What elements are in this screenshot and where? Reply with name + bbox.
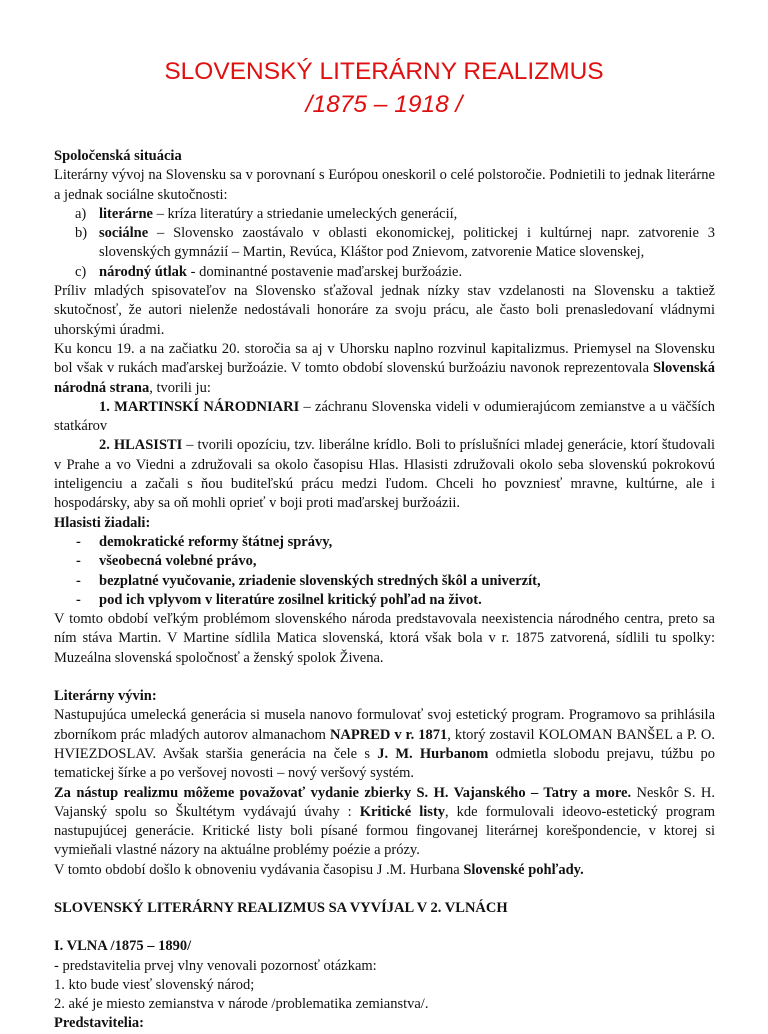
list-marker: - bbox=[76, 591, 81, 608]
text-run: , ktorý zostavil KOLOMAN BANŠEL a P. O. HVIEZDOSLAV. Avšak staršia generácia na čele s bbox=[54, 726, 715, 762]
list-item bbox=[54, 263, 715, 282]
list-item bbox=[54, 552, 715, 571]
list-item-text: bezplatné vyučovanie, zriadenie slovenských stredných škôl a univerzít, bbox=[99, 572, 541, 589]
list-item-term: národný útlak bbox=[99, 263, 187, 280]
spacer bbox=[54, 880, 715, 899]
section-heading-development: Literárny vývin: bbox=[54, 688, 157, 705]
list-item-text: pod ich vplyvom v literatúre zosilnel kritický pohľad na život. bbox=[99, 591, 482, 608]
list-item bbox=[54, 572, 715, 591]
text-run: – tvorili opozíciu, tzv. liberálne krídlo. Boli to príslušníci mladej generácie, ktorí študovali v Prahe a vo Viedni a združovali sa okolo časopisu Hlas. Hlasisti združovali okolo seba slovenskú pokrokovú inteligenciu a začali s ňou buditeľskú prácu medzi ľudom. Chceli ho povzniesť mravne, kultúrne, ale i hospodársky, aby sa oň mohli oprieť v boji proti maďarskej buržoázii. bbox=[54, 437, 715, 512]
text-run-bold: Slovenská národná strana bbox=[54, 360, 715, 396]
text-run: odmietla slobodu prejavu, túžbu po tematickej šírke a po veršovej novosti – nový veršový systém. bbox=[54, 745, 715, 782]
section-heading-social: Spoločenská situácia bbox=[54, 148, 182, 164]
paragraph bbox=[54, 861, 715, 880]
text-run-bold: Slovenské pohľady. bbox=[463, 861, 584, 878]
text-run-bold: Za nástup realizmu môžeme považovať vydanie zbierky S. H. Vajanského – Tatry a more. bbox=[54, 784, 632, 801]
list-item-term: sociálne bbox=[99, 225, 149, 242]
list-item bbox=[54, 591, 715, 610]
section-heading-waves: SLOVENSKÝ LITERÁRNY REALIZMUS SA VYVÍJAL V 2. VLNÁCH bbox=[54, 899, 508, 916]
paragraph: Príliv mladých spisovateľov na Slovensko sťažoval jednak nízky stav vzdelanosti na Slovensku a taktiež skutočnosť, že autori nielenže nedostávali honoráre za svoju prácu, ale často boli prenasledovaní vládnymi uhorskými úradmi. bbox=[54, 283, 715, 338]
list-marker: a) bbox=[75, 205, 87, 222]
text-run: V tomto období došlo k obnoveniu vydávania časopisu J .M. Hurbana bbox=[54, 861, 464, 878]
paragraph-group-1 bbox=[54, 398, 715, 437]
group-name: 2. HLASISTI bbox=[99, 437, 183, 454]
document-subtitle-years: /1875 – 1918 / bbox=[305, 91, 463, 118]
list-item-text: – Slovensko zaostávalo v oblasti ekonomickej, politickej i kultúrnej napr. zatvorenie 3 slovenských gymnázií – Martin, Revúca, Kláštor pod Znievom, zatvorenie Matice slovenskej, bbox=[99, 225, 715, 261]
list-item-text: - dominantné postavenie maďarskej buržoázie. bbox=[186, 263, 463, 280]
paragraph bbox=[54, 706, 715, 783]
spacer bbox=[54, 668, 715, 687]
cause-list bbox=[54, 205, 715, 282]
demands-list bbox=[54, 533, 715, 610]
paragraph: V tomto období veľkým problémom slovenského národa predstavovala neexistencia národného centra, preto sa ním stáva Martin. V Martine sídlila Matica slovenská, ktorá však bola v r. 1875 zatvorená, sídlili tu spolky: Muzeálna slovenská spoločnosť a ženský spolok Živena. bbox=[54, 611, 715, 666]
representatives-heading: Predstavitelia: bbox=[54, 1015, 144, 1032]
demands-heading: Hlasisti žiadali: bbox=[54, 514, 151, 531]
text-run: Neskôr S. H. Vajanský spolu so Škultétym vydávajú úvahy : bbox=[54, 784, 715, 820]
wave-1-heading: I. VLNA /1875 – 1890/ bbox=[54, 938, 192, 955]
text-run-bold: J. M. Hurbanom bbox=[377, 745, 489, 762]
document-body bbox=[54, 147, 715, 1034]
spacer bbox=[54, 918, 715, 937]
group-name: 1. MARTINSKÍ NÁRODNIARI bbox=[99, 398, 300, 415]
text-run: Ku koncu 19. a na začiatku 20. storočia sa aj v Uhorsku naplno rozvinul kapitalizmus. Priemysel na Slovensku bol však v rukách maďarskej buržoázie. V tomto období slovenskú buržoáziu navonok reprezentovala bbox=[54, 340, 715, 377]
list-marker: - bbox=[76, 553, 81, 570]
list-item bbox=[54, 205, 715, 224]
text-run-bold: Kritické listy bbox=[359, 803, 446, 820]
list-marker: b) bbox=[75, 225, 88, 242]
paragraph bbox=[54, 784, 715, 861]
text-run: – záchranu Slovenska videli v odumierajúcom zemianstve a u väčších statkárov bbox=[54, 398, 715, 435]
list-item bbox=[54, 533, 715, 552]
paragraph: 1. kto bude viesť slovenský národ; bbox=[54, 976, 255, 993]
paragraph: Literárny vývoj na Slovensku sa v porovnaní s Európou oneskoril o celé polstoročie. Podnietili to jednak literárne a jednak sociálne skutočnosti: bbox=[54, 167, 715, 203]
paragraph: - predstavitelia prvej vlny venovali pozornosť otázkam: bbox=[54, 957, 377, 974]
document-title: SLOVENSKÝ LITERÁRNY REALIZMUS bbox=[164, 58, 604, 85]
list-item-text: všeobecná volebné právo, bbox=[99, 553, 257, 570]
paragraph: 2. aké je miesto zemianstva v národe /problematika zemianstva/. bbox=[54, 996, 429, 1013]
text-run: , kde formulovali ideovo-estetický program nastupujúcej generácie. Kritické listy boli písané formou fingovanej literárnej korešpondencie, v ktorej si vymieňali vlastné názory na aktuálne problémy poézie a prózy. bbox=[54, 803, 715, 859]
list-item-text: – kríza literatúry a striedanie umeleckých generácií, bbox=[152, 205, 458, 222]
list-item-text: demokratické reformy štátnej správy, bbox=[99, 533, 333, 550]
list-marker: - bbox=[76, 533, 81, 550]
list-marker: c) bbox=[75, 263, 87, 280]
list-item bbox=[54, 224, 715, 263]
paragraph bbox=[54, 340, 715, 398]
list-marker: - bbox=[76, 572, 81, 589]
list-item-term: literárne bbox=[99, 205, 153, 222]
text-run: , tvorili ju: bbox=[149, 379, 211, 396]
text-run: Nastupujúca umelecká generácia si musela nanovo formulovať svoj estetický program. Programovo sa prihlásila zborníkom prác mladých autorov almanachom bbox=[54, 707, 715, 743]
text-run-bold: NAPRED v r. 1871 bbox=[329, 726, 448, 743]
paragraph-group-2 bbox=[54, 436, 715, 513]
